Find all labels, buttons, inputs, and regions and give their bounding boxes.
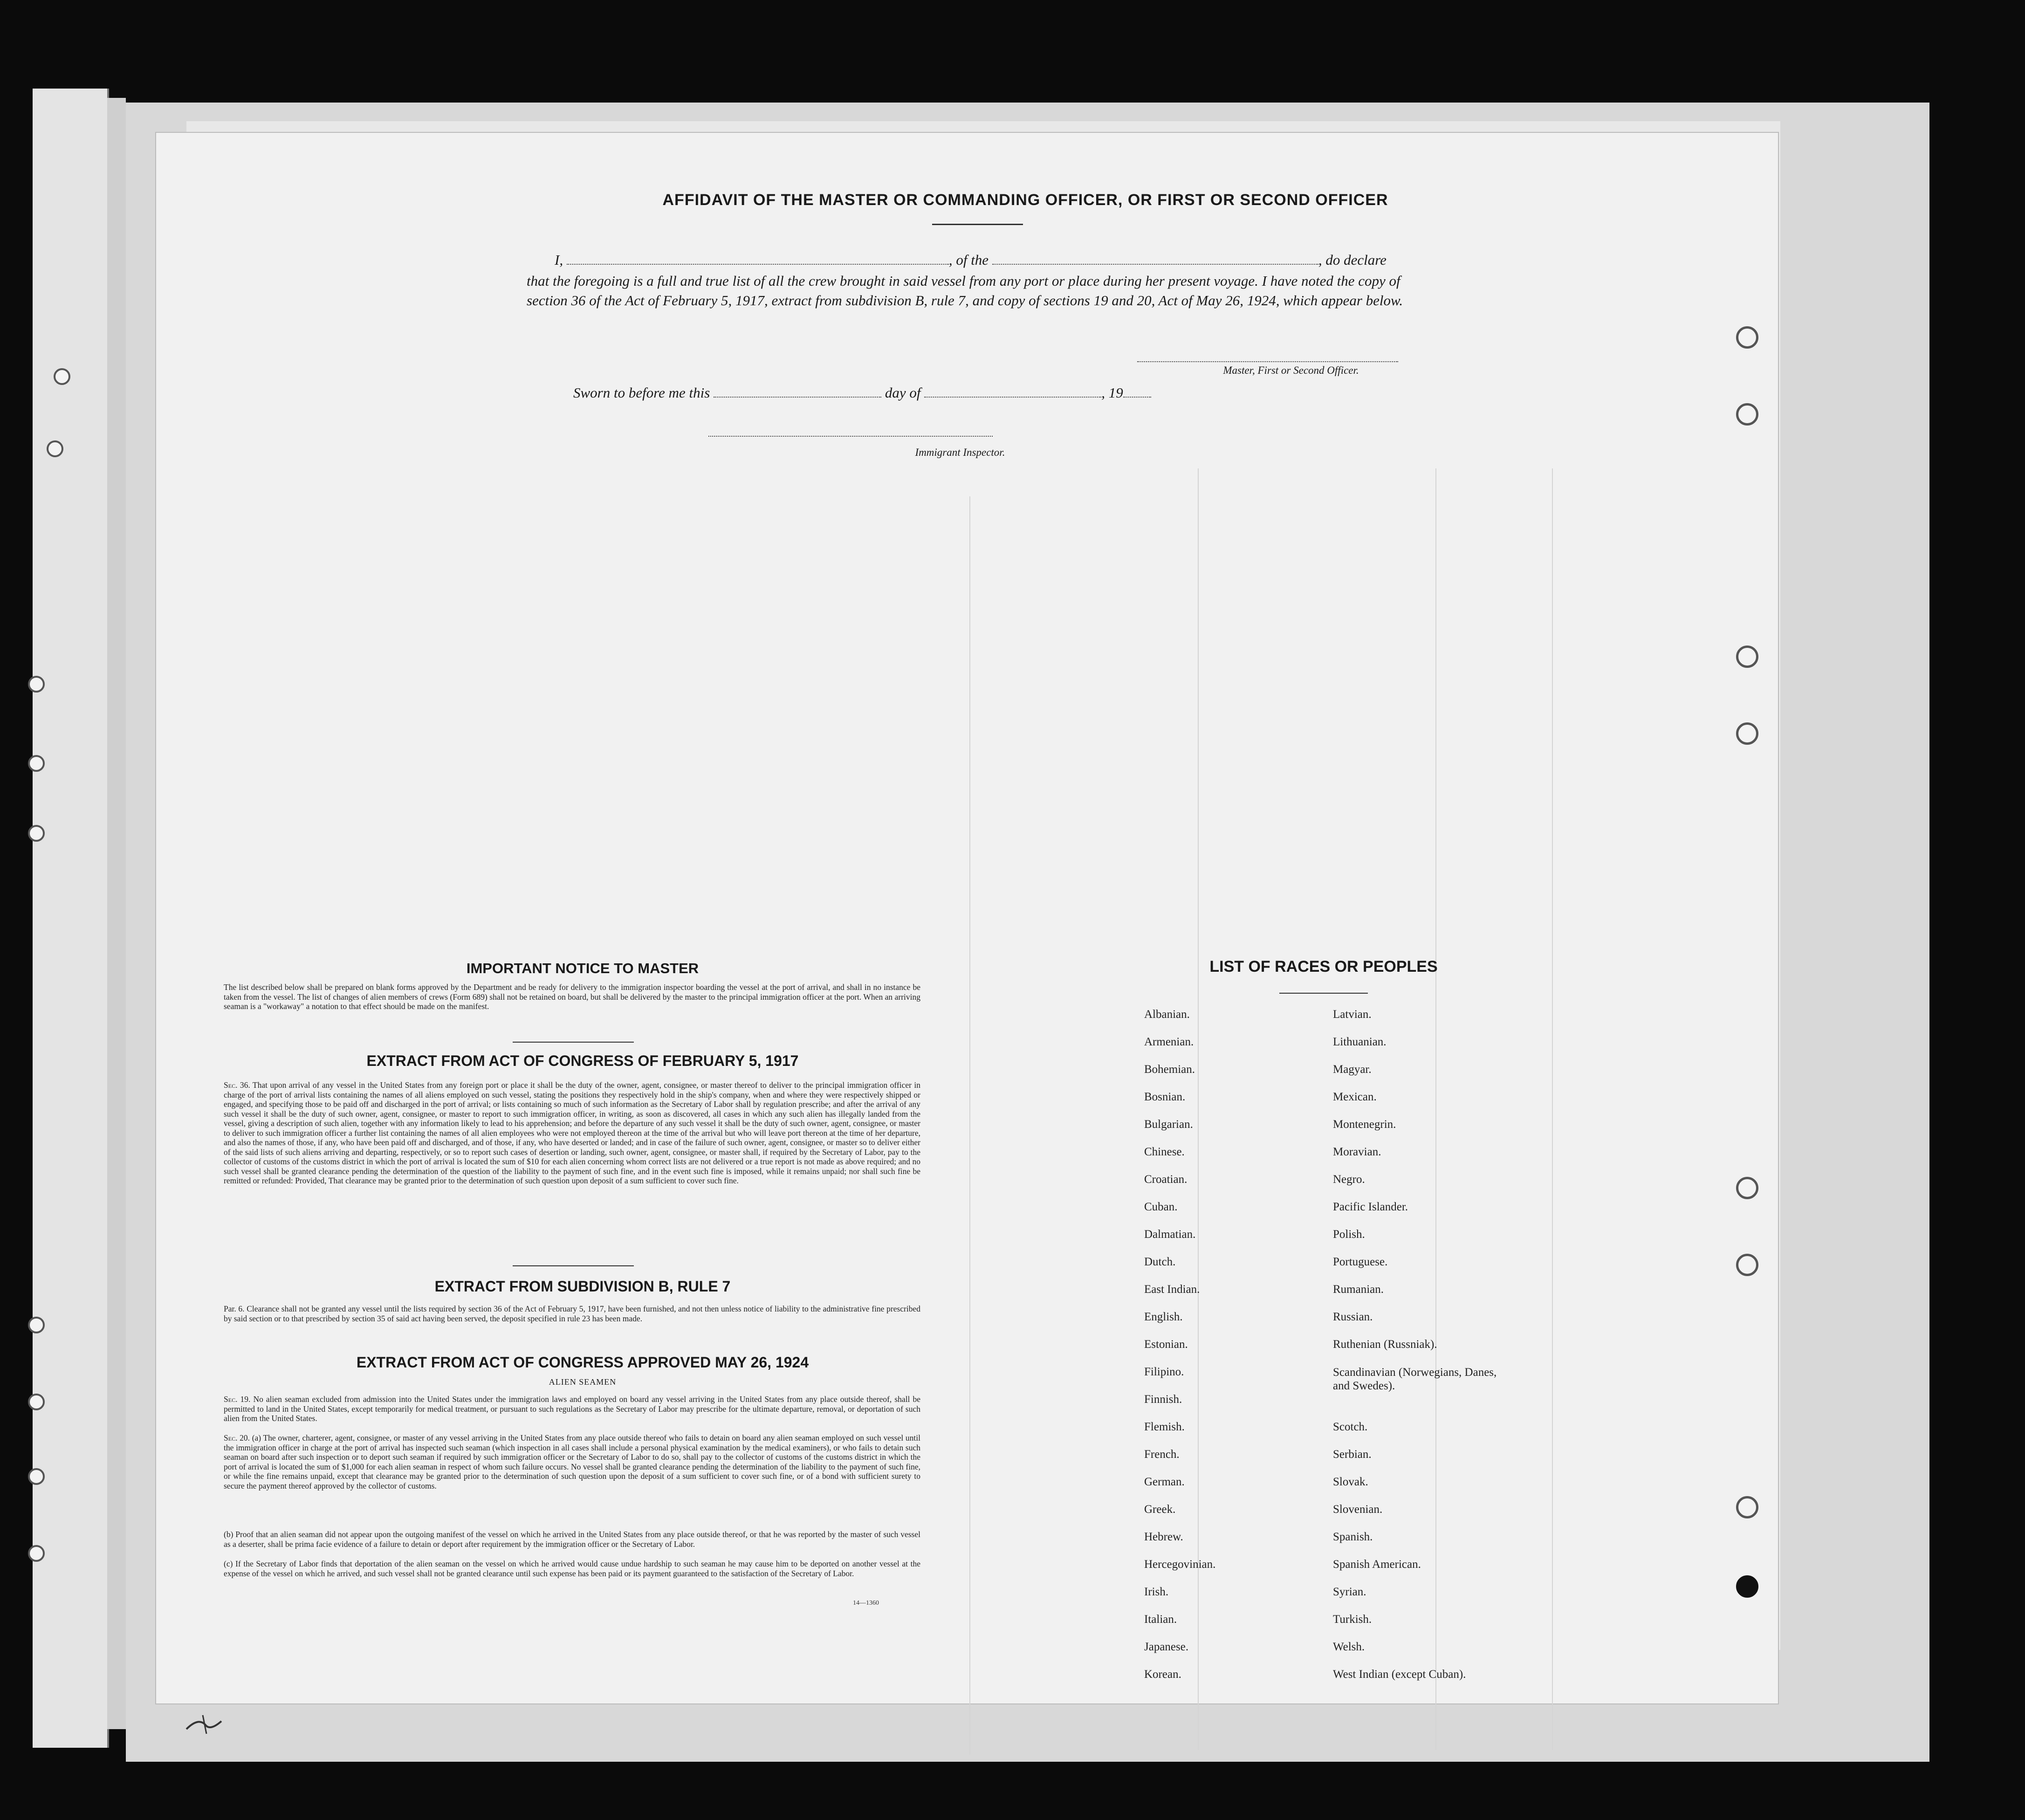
signature-line[interactable]	[1137, 361, 1398, 362]
sec36-label: Sec. 36.	[224, 1080, 250, 1090]
race-item: Croatian.	[1144, 1173, 1188, 1186]
races-title-rule	[1279, 993, 1368, 994]
race-item: Irish.	[1144, 1586, 1169, 1598]
bleed-line	[1552, 468, 1553, 1750]
race-item: Hebrew.	[1144, 1531, 1183, 1543]
sworn-end: , 19	[1101, 385, 1123, 401]
notice-text: The list described below shall be prepared on blank forms approved by the Department and be ready for delivery to the immigration inspector boarding the vessel at the port of arrival, and shall in no instance be taken from the vessel. The list of changes of alien members of crews (Form 689) shall not be retained on board, but shall be delivered by the master to the principal immigration officer at the port. When an arriving seaman is a "workaway" a notation to that effect should be made on the manifest.	[224, 982, 920, 1011]
races-title: LIST OF RACES OR PEOPLES	[1209, 958, 1438, 975]
race-item: Rumanian.	[1333, 1283, 1384, 1296]
race-item: Serbian.	[1333, 1448, 1372, 1461]
race-item: West Indian (except Cuban).	[1333, 1668, 1466, 1681]
binder-hole	[28, 1317, 45, 1333]
section-rule	[513, 1265, 634, 1266]
binder-hole	[1736, 326, 1758, 349]
extract-1924-title: EXTRACT FROM ACT OF CONGRESS APPROVED MAY 26, 1924	[356, 1354, 809, 1371]
race-item: English.	[1144, 1311, 1183, 1323]
sec20c-text: (c) If the Secretary of Labor finds that deportation of the alien seaman on the vessel on which he arrived would cause undue hardship to such seaman he may cause him to be deported on another vessel at the expense of the vessel on which he arrived, and such vessel shall not be granted clearance until such expense has been paid or its payment guaranteed to the satisfaction of the Secretary of Labor.	[224, 1559, 920, 1578]
sworn-line	[573, 385, 1226, 401]
binder-hole	[28, 825, 45, 842]
race-item: Montenegrin.	[1333, 1118, 1396, 1131]
race-item: Pacific Islander.	[1333, 1201, 1408, 1213]
extract-1917-title: EXTRACT FROM ACT OF CONGRESS OF FEBRUARY 5, 1917	[366, 1052, 799, 1069]
race-item: Dutch.	[1144, 1256, 1176, 1268]
race-item: Mexican.	[1333, 1091, 1377, 1103]
race-item: Bohemian.	[1144, 1063, 1195, 1076]
race-item: Russian.	[1333, 1311, 1373, 1323]
sec36-text: That upon arrival of any vessel in the United States from any foreign port or place it shall be the duty of the owner, agent, consignee, or master thereof to deliver to the principal immigration officer in charge of the port of arrival lists containing the names of all aliens employed on such vessel, stating the positions they respectively hold in the ship's company, when and where they were respectively shipped or engaged, and specifying those to be paid off and discharged in the port of arrival; or lists containing so much of such information as the Secretary of Labor shall by regulation prescribe; and after the arrival of any such vessel it shall be the duty of such owner, agent, consignee, or master to report to such immigration officer, in writing, as soon as discovered, all cases in which any such alien has illegally landed from the vessel, giving a description of such alien, together with any information likely to lead to his apprehension; and before the departure of any such vessel it shall be the duty of such owner, agent, consignee, or master to deliver to such immigration officer a further list containing the names of all alien employees who were not employed thereon at the time of the arrival but who will leave port thereon at the time of her departure, and also the names of those, if any, who have been paid off and discharged, and of those, if any, who have deserted or landed; and in case of the failure of such owner, agent, consignee, or master so to deliver either of the said lists of such aliens arriving and departing, respectively, or so to report such cases of desertion or landing, such owner, agent, consignee, or master shall, if required by the Secretary of Labor, pay to the collector of customs of the customs district in which the port of arrival is located the sum of $10 for each alien concerning whom correct lists are not delivered or a true report is not made as above required; and no such vessel shall be granted clearance pending the determination of the question of the liability to the payment of such fine, and in the event such fine is imposed, while it remains unpaid; nor shall such fine be remitted or refunded: Provided, That clearance may be granted prior to the determination of such question upon deposit of a sum sufficient to cover such fine.	[224, 1080, 920, 1185]
affidavit-line1-mid: , of the	[948, 252, 989, 268]
race-item: Polish.	[1333, 1228, 1365, 1241]
sec19-label: Sec. 19.	[224, 1394, 251, 1404]
bleed-line	[969, 496, 970, 1755]
binder-hole	[1736, 1575, 1758, 1598]
sec20a-body: (a) The owner, charterer, agent, consignee, or master of any vessel arriving in the United States from any place outside thereof who fails to detain on board any alien seaman employed on such vessel until the immigration officer in charge at the port of arrival has inspected such seaman (which inspection in all cases shall include a personal physical examination by the medical examiners), or who fails to detain such seaman on board after such inspection or to deport such seaman if required by such immigration officer or the Secretary of Labor to do so, shall pay to the collector of customs of the customs district in which the port of arrival is located the sum of $1,000 for each alien seaman in respect of whom such failure occurs. No vessel shall be granted clearance pending the determination of the liability to the payment of such fine, or while the fine remains unpaid, except that clearance may be granted prior to the determination of such question upon the deposit of a sum sufficient to cover such fine, or of a bond with sufficient surety to secure the payment thereof approved by the collector of customs.	[224, 1433, 921, 1490]
section-rule	[513, 1042, 634, 1043]
affidavit-title: AFFIDAVIT OF THE MASTER OR COMMANDING OFFICER, OR FIRST OR SECOND OFFICER	[662, 191, 1388, 209]
race-item: Estonian.	[1144, 1338, 1188, 1351]
race-item: Ruthenian (Russniak).	[1333, 1338, 1437, 1351]
binder-hole	[28, 1468, 45, 1485]
binder-hole	[1736, 1177, 1758, 1199]
sec19-text	[224, 1394, 920, 1423]
race-item: Magyar.	[1333, 1063, 1372, 1076]
title-rule	[932, 224, 1023, 225]
binder-hole	[28, 755, 45, 772]
inspector-label: Immigrant Inspector.	[915, 446, 1005, 458]
race-item: Moravian.	[1333, 1146, 1381, 1158]
adjacent-page-strip	[107, 98, 126, 1729]
race-item: Filipino.	[1144, 1366, 1184, 1378]
sec20a-text	[224, 1433, 920, 1490]
race-item: Cuban.	[1144, 1201, 1178, 1213]
race-item: Welsh.	[1333, 1641, 1365, 1653]
race-item: Greek.	[1144, 1503, 1176, 1516]
extract-rule7-text: Par. 6. Clearance shall not be granted any vessel until the lists required by section 36 of the Act of February 5, 1917, have been furnished, and not then unless notice of liability to the administrative fine prescribed by said section or to that prescribed by section 35 of said act having been served, the deposit specified in rule 23 has been made.	[224, 1304, 920, 1323]
adjacent-page-edge	[33, 89, 109, 1748]
sec20-label: Sec. 20.	[224, 1433, 250, 1442]
race-item: Spanish American.	[1333, 1558, 1421, 1571]
inspector-signature-line[interactable]	[708, 436, 993, 437]
sworn-month-blank[interactable]	[924, 385, 1101, 398]
race-item: Negro.	[1333, 1173, 1365, 1186]
notice-title: IMPORTANT NOTICE TO MASTER	[466, 960, 699, 976]
race-item: East Indian.	[1144, 1283, 1200, 1296]
race-item: Hercegovinian.	[1144, 1558, 1216, 1571]
bleed-line	[1435, 468, 1436, 1750]
binder-hole	[1736, 1254, 1758, 1276]
sworn-year-blank[interactable]	[1123, 385, 1151, 398]
race-item: Lithuanian.	[1333, 1036, 1387, 1048]
race-item: Slovenian.	[1333, 1503, 1383, 1516]
race-item: Slovak.	[1333, 1476, 1368, 1488]
form-number: 14—1360	[853, 1600, 879, 1607]
alien-seamen-subtitle: ALIEN SEAMEN	[549, 1377, 617, 1387]
race-item: Japanese.	[1144, 1641, 1189, 1653]
race-item: Latvian.	[1333, 1008, 1372, 1021]
race-item: Bulgarian.	[1144, 1118, 1193, 1131]
affidavit-line1-end: , do declare	[1318, 252, 1387, 268]
sworn-mid: day of	[885, 385, 921, 401]
race-item: Scotch.	[1333, 1421, 1368, 1433]
race-item: French.	[1144, 1448, 1180, 1461]
binder-hole	[28, 1394, 45, 1410]
sworn-start: Sworn to before me this	[573, 385, 710, 401]
binder-hole	[1736, 722, 1758, 745]
binder-hole	[1736, 1496, 1758, 1518]
race-item: Finnish.	[1144, 1393, 1182, 1406]
binder-hole	[54, 368, 70, 385]
handwritten-mark-icon	[184, 1713, 226, 1736]
master-name-blank[interactable]	[567, 253, 949, 265]
binder-hole	[28, 1545, 45, 1562]
race-item: Dalmatian.	[1144, 1228, 1196, 1241]
sworn-day-blank[interactable]	[714, 385, 881, 398]
race-item: Scandinavian (Norwegians, Danes, and Swedes).	[1333, 1366, 1497, 1392]
race-item: Flemish.	[1144, 1421, 1185, 1433]
sec19-body: No alien seaman excluded from admission into the United States under the immigration laws and employed on board any vessel arriving in the United States from any place outside thereof, shall be permitted to land in the United States, except temporarily for medical treatment, or pursuant to such regulations as the Secretary of Labor may prescribe for the ultimate departure, removal, or deportation of such alien from the United States.	[224, 1394, 920, 1423]
race-item: Albanian.	[1144, 1008, 1190, 1021]
binder-hole	[47, 440, 63, 457]
race-item: Bosnian.	[1144, 1091, 1186, 1103]
sec20b-text: (b) Proof that an alien seaman did not appear upon the outgoing manifest of the vessel on which he arrived in the United States from any place outside thereof, or that he was reported by the master of such vessel as a deserter, shall be prima facie evidence of a failure to detain or deport after requirement by the immigration officer or the Secretary of Labor.	[224, 1530, 920, 1549]
extract-1917-text	[224, 1080, 920, 1186]
extract-rule7-title: EXTRACT FROM SUBDIVISION B, RULE 7	[434, 1278, 731, 1295]
race-item: Italian.	[1144, 1613, 1177, 1626]
race-item: German.	[1144, 1476, 1185, 1488]
race-item: Chinese.	[1144, 1146, 1185, 1158]
race-item: Spanish.	[1333, 1531, 1373, 1543]
binder-hole	[1736, 646, 1758, 668]
affidavit-body: that the foregoing is a full and true list of all the crew brought in said vessel from any port or place during her present voyage. I have noted the copy of section 36 of the Act of February 5, 1917, extract from subdivision B, rule 7, and copy of sections 19 and 20, Act of May 26, 1924, which appear below.	[527, 273, 1403, 309]
binder-hole	[28, 676, 45, 693]
affidavit-line1-start: I,	[555, 252, 563, 268]
race-item: Turkish.	[1333, 1613, 1372, 1626]
signature-label: Master, First or Second Officer.	[1223, 364, 1359, 376]
race-item: Korean.	[1144, 1668, 1181, 1681]
vessel-name-blank[interactable]	[992, 253, 1318, 265]
race-item: Armenian.	[1144, 1036, 1194, 1048]
race-item: Portuguese.	[1333, 1256, 1388, 1268]
affidavit-declaration-line	[555, 252, 1431, 268]
race-item: Syrian.	[1333, 1586, 1366, 1598]
binder-hole	[1736, 403, 1758, 426]
